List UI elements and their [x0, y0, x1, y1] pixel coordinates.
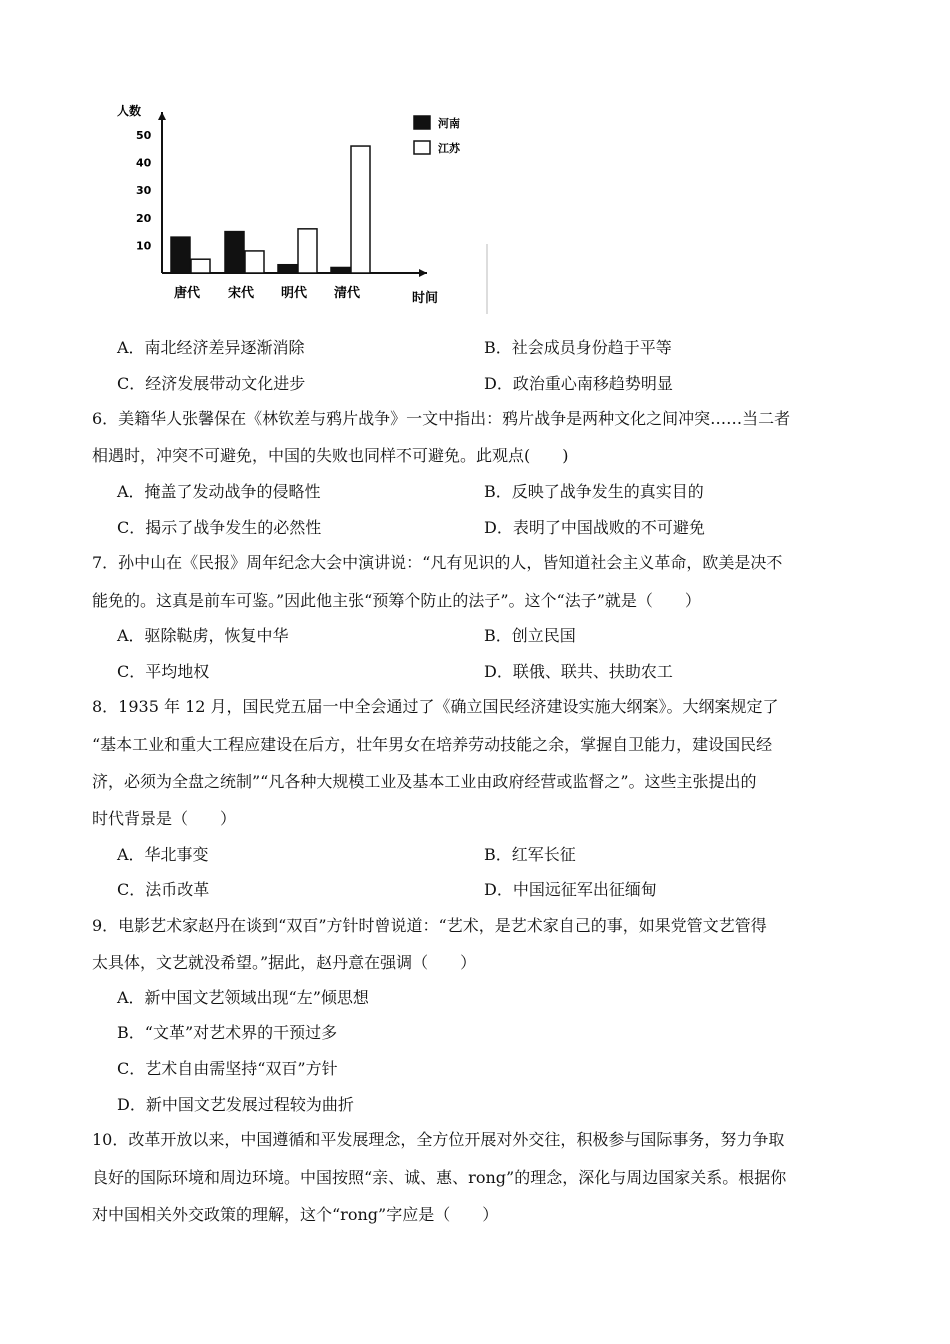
- y-tick-label: 40: [136, 156, 152, 170]
- q9-option-a: A．新中国文艺领域出现“左”倾思想: [117, 988, 369, 1007]
- q8-stem-line3: 济，必须为全盘之统制”“凡各种大规模工业及基本工业由政府经营或监督之”。这些主张提出的: [92, 772, 757, 791]
- q6-option-c: C．揭示了战争发生的必然性: [117, 518, 322, 537]
- q6-option-d: D．表明了中国战败的不可避免: [484, 518, 705, 537]
- bar-jiangsu: [245, 251, 264, 273]
- q8-option-c: C．法币改革: [117, 880, 210, 899]
- q7-option-b: B．创立民国: [484, 626, 576, 645]
- q7-option-a: A．驱除鞑虏，恢复中华: [117, 626, 289, 645]
- q6-option-b: B．反映了战争发生的真实目的: [484, 482, 704, 501]
- q5-option-c: C．经济发展带动文化进步: [117, 374, 306, 393]
- y-axis-label: 人数: [117, 104, 142, 118]
- q8-stem-line1: 8．1935 年 12 月，国民党五届一中全会通过了《确立国民经济建设实施大纲案》。大纲案规定了: [92, 697, 779, 716]
- y-tick-label: 50: [136, 129, 152, 142]
- q5-option-a: A．南北经济差异逐渐消除: [117, 338, 305, 357]
- bar-henan: [171, 237, 190, 273]
- q10-stem-line2: 良好的国际环境和周边环境。中国按照“亲、诚、惠、rong”的理念，深化与周边国家关系。根据你: [92, 1168, 787, 1187]
- q6-stem-line2: 相遇时，冲突不可避免，中国的失败也同样不可避免。此观点( ): [92, 446, 569, 465]
- q8-stem-line4: 时代背景是（ ）: [92, 809, 237, 828]
- q7-stem-line2: 能免的。这真是前车可鉴。”因此他主张“预筹个防止的法子”。这个“法子”就是（ ）: [92, 591, 701, 610]
- q10-stem-line1: 10．改革开放以来，中国遵循和平发展理念，全方位开展对外交往，积极参与国际事务，努力争取: [92, 1130, 785, 1149]
- q5-option-d: D．政治重心南移趋势明显: [484, 374, 673, 393]
- bar-jiangsu: [191, 259, 210, 273]
- legend-label: 河南: [438, 117, 460, 130]
- legend-swatch: [414, 116, 430, 129]
- q9-stem-line2: 太具体，文艺就没希望。”据此，赵丹意在强调（ ）: [92, 953, 477, 972]
- bar-henan: [278, 265, 297, 273]
- q8-option-d: D．中国远征军出征缅甸: [484, 880, 657, 899]
- y-axis-arrow: [158, 112, 166, 120]
- bar-henan: [331, 267, 350, 273]
- q9-option-b: B．“文革”对艺术界的干预过多: [117, 1023, 338, 1042]
- legend-swatch: [414, 141, 430, 154]
- bar-chart: [105, 92, 505, 322]
- q9-stem-line1: 9．电影艺术家赵丹在谈到“双百”方针时曾说道：“艺术，是艺术家自己的事，如果党管文艺管得: [92, 916, 767, 935]
- q9-option-d: D．新中国文艺发展过程较为曲折: [117, 1095, 354, 1114]
- q6-option-a: A．掩盖了发动战争的侵略性: [117, 482, 321, 501]
- x-tick-label: 清代: [334, 286, 361, 301]
- q6-stem-line1: 6．美籍华人张馨保在《林钦差与鸦片战争》一文中指出：鸦片战争是两种文化之间冲突……当二者: [92, 409, 791, 428]
- q8-option-b: B．红军长征: [484, 845, 576, 864]
- x-axis-label: 时间: [412, 291, 439, 306]
- bar-jiangsu: [298, 229, 317, 273]
- q8-stem-line2: “基本工业和重大工程应建设在后方，壮年男女在培养劳动技能之余，掌握自卫能力，建设国民经: [92, 735, 773, 754]
- bar-henan: [225, 232, 244, 273]
- q10-stem-line3: 对中国相关外交政策的理解，这个“rong”字应是（ ）: [92, 1205, 499, 1224]
- q5-option-b: B．社会成员身份趋于平等: [484, 338, 672, 357]
- x-axis-arrow: [419, 269, 427, 277]
- x-tick-label: 宋代: [228, 286, 255, 301]
- bar-jiangsu: [351, 146, 370, 273]
- q7-stem-line1: 7．孙中山在《民报》周年纪念大会中演讲说：“凡有见识的人，皆知道社会主义革命，欧美是决不: [92, 553, 783, 572]
- y-tick-label: 10: [136, 239, 152, 253]
- y-tick-label: 20: [136, 211, 152, 225]
- x-tick-label: 唐代: [174, 286, 201, 301]
- legend-label: 江苏: [438, 142, 460, 155]
- y-tick-label: 30: [136, 184, 152, 198]
- q8-option-a: A．华北事变: [117, 845, 209, 864]
- q7-option-c: C．平均地权: [117, 662, 210, 681]
- q7-option-d: D．联俄、联共、扶助农工: [484, 662, 673, 681]
- x-tick-label: 明代: [281, 286, 308, 301]
- q9-option-c: C．艺术自由需坚持“双百”方针: [117, 1059, 338, 1078]
